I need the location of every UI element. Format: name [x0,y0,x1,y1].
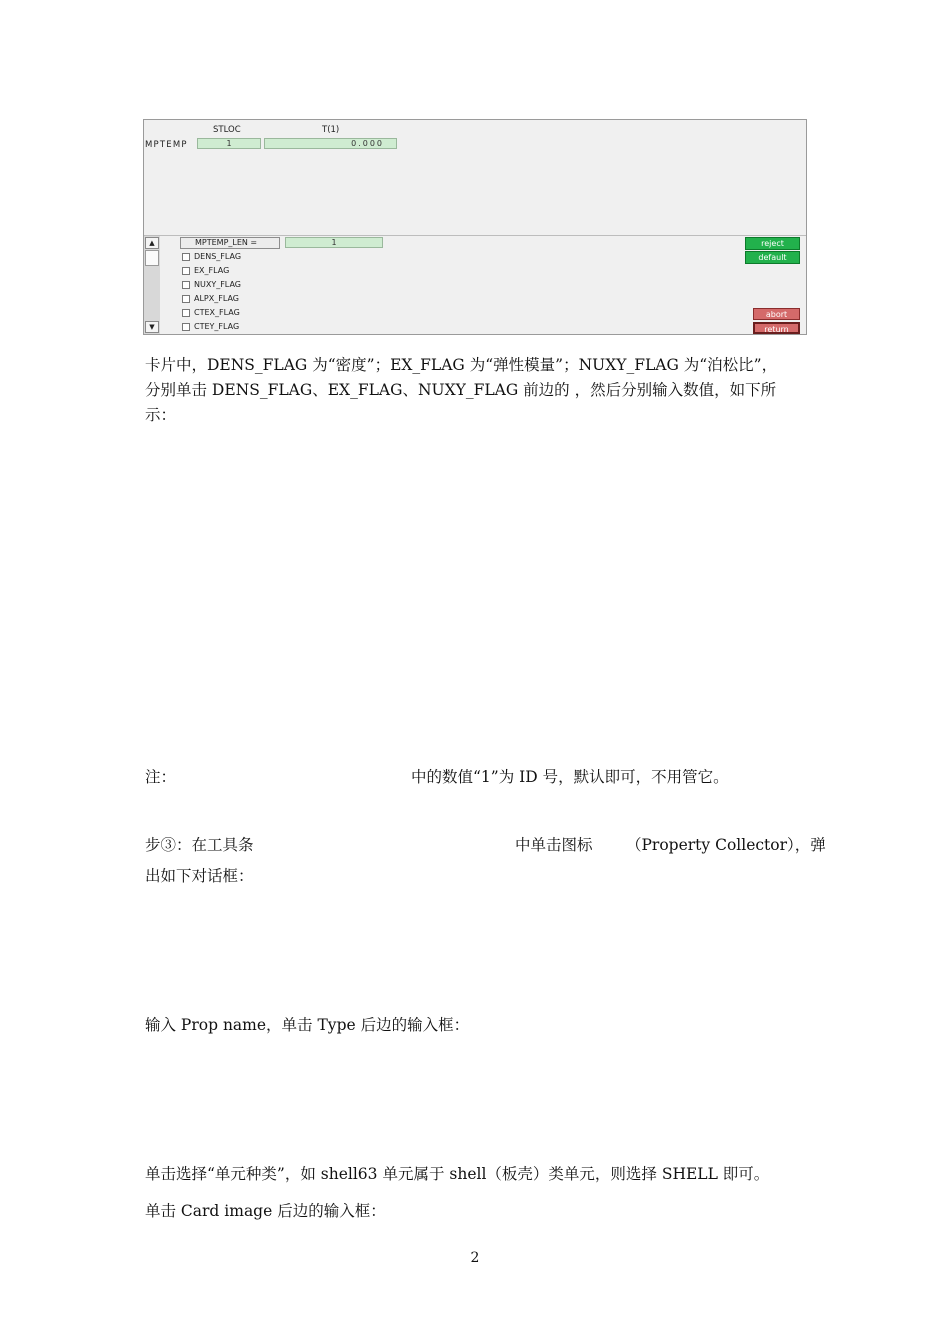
flag-alpx[interactable] [182,293,239,305]
return-button[interactable]: return [753,322,800,334]
step3-line2: 出如下对话框： [145,867,254,885]
scroll-up-icon[interactable]: ▲ [145,237,159,249]
checkbox-icon[interactable] [182,323,190,331]
t-field[interactable]: 0.000 [264,138,397,149]
flag-label: ALPX_FLAG [194,294,240,303]
mptemp-len-button[interactable]: MPTEMP_LEN = [180,237,280,249]
paragraph-flags-line1: 卡片中，DENS_FLAG 为“密度”；EX_FLAG 为“弹性模量”；NUXY_FLAG 为“泊松比”， [145,356,778,374]
checkbox-icon[interactable] [182,281,190,289]
flag-label: NUXY_FLAG [194,280,241,289]
step3-suffix: （Property Collector），弹 [626,836,826,854]
flag-ctey[interactable] [182,321,239,333]
panel-divider [144,235,806,236]
flag-dens[interactable] [182,251,241,263]
stloc-field[interactable]: 1 [197,138,261,149]
flag-ex[interactable] [182,265,229,277]
default-button[interactable]: default [745,251,800,264]
scroll-down-icon[interactable]: ▼ [145,321,159,333]
paragraph-shell: 单击选择“单元种类”，如 shell63 单元属于 shell（板壳）类单元，则选择 SHELL 即可。 [145,1165,770,1183]
abort-button[interactable]: abort [753,308,800,320]
scrollbar[interactable] [144,236,160,334]
flag-label: CTEY_FLAG [194,322,240,331]
column-header-stloc: STLOC [213,125,241,135]
paragraph-flags-line2: 分别单击 DENS_FLAG、EX_FLAG、NUXY_FLAG 前边的 ，然后分别输入数值，如下所 [145,381,777,399]
checkbox-icon[interactable] [182,309,190,317]
flag-label: CTEX_FLAG [194,308,240,317]
row-label-mptemp: MPTEMP [145,140,188,150]
mptemp-len-field[interactable]: 1 [285,237,383,248]
paragraph-flags-line3: 示： [145,406,177,424]
step3-prefix: 步③：在工具条 [145,836,254,854]
step3-mid: 中单击图标 [515,836,593,854]
column-header-t: T(1) [322,125,340,135]
scroll-thumb[interactable] [145,250,159,266]
flag-label: EX_FLAG [194,266,230,275]
paragraph-prop-name: 输入 Prop name，单击 Type 后边的输入框： [145,1016,470,1034]
flag-nuxy[interactable] [182,279,241,291]
card-image-panel [143,119,807,335]
flag-label: DENS_FLAG [194,252,242,261]
checkbox-icon[interactable] [182,267,190,275]
reject-button[interactable]: reject [745,237,800,250]
checkbox-icon[interactable] [182,295,190,303]
note-text: 中的数值“1”为 ID 号，默认即可，不用管它。 [411,768,729,786]
page-number: 2 [470,1250,480,1266]
checkbox-icon[interactable] [182,253,190,261]
flag-ctex[interactable] [182,307,240,319]
note-prefix: 注： [145,768,177,786]
paragraph-card-image: 单击 Card image 后边的输入框： [145,1202,386,1220]
